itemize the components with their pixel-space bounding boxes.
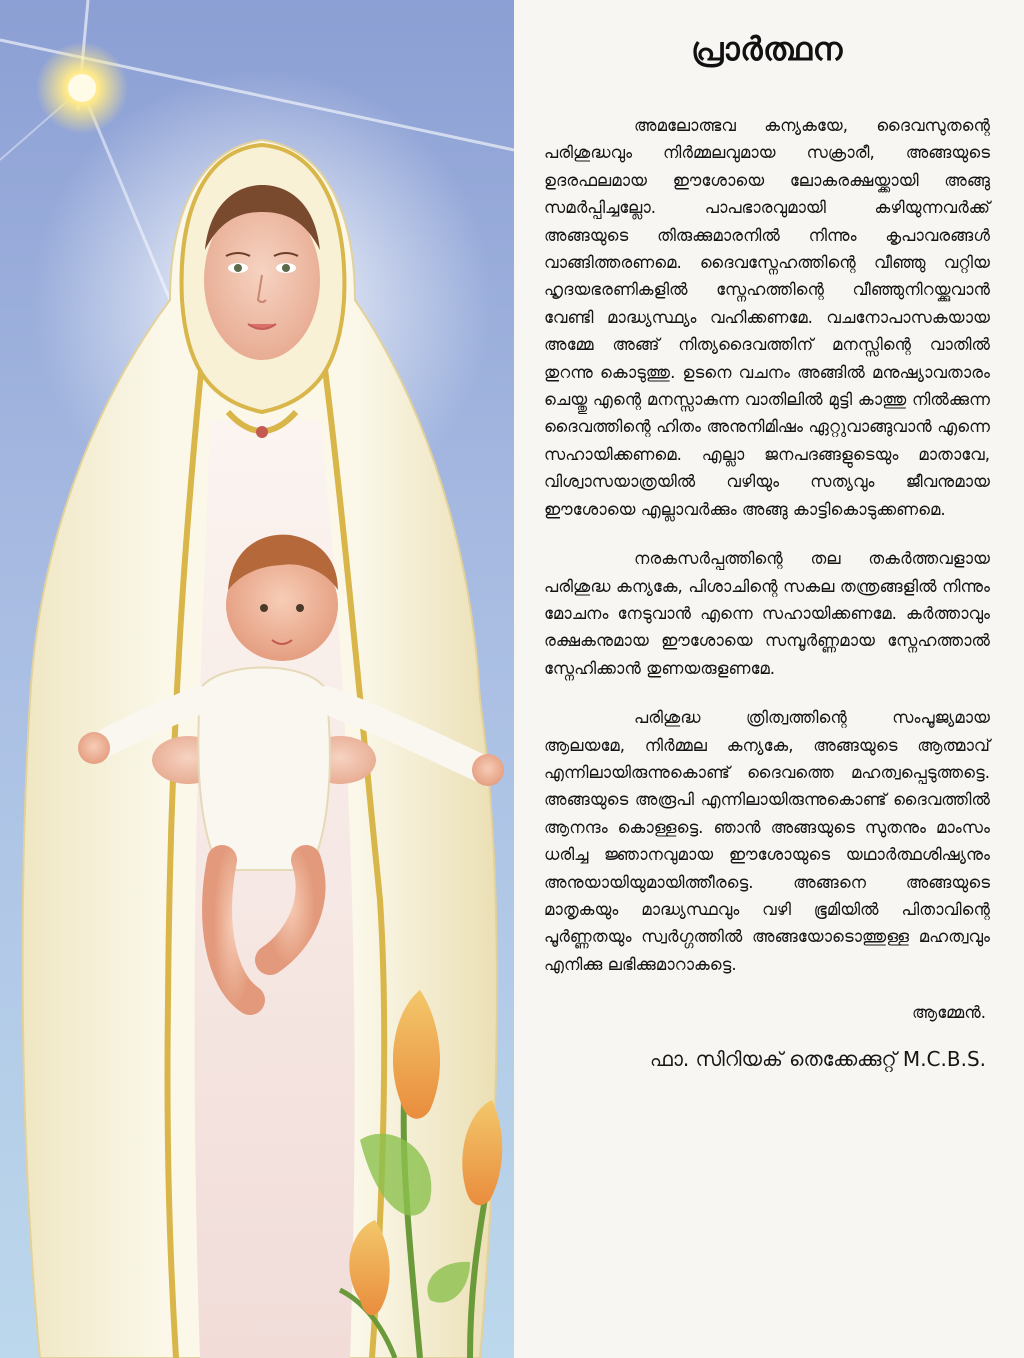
prayer-closing: ആമ്മേൻ.: [911, 1003, 986, 1023]
prayer-text-panel: [514, 0, 1024, 1358]
prayer-paragraph-2: നരകസർപ്പത്തിന്റെ തല തകർത്തവളായ പരിശുദ്ധ കന്യകേ, പിശാചിന്റെ സകല തന്ത്രങ്ങളിൽ നിന്നും മോചനം നേടുവാൻ എന്നെ സഹായിക്കണമേ. കർത്താവും രക്ഷകനുമായ ഈശോയെ സമ്പൂർണ്ണമായ സ്നേഹത്താൽ സ്നേഹിക്കാൻ തുണയരുളണമേ.: [544, 549, 990, 678]
prayer-paragraph-1: അമലോത്ഭവ കന്യകയേ, ദൈവസുതന്റെ പരിശുദ്ധവും നിർമ്മലവുമായ സക്രാരീ, അങ്ങയുടെ ഉദരഫലമായ ഈശോയെ ലോകരക്ഷയ്ക്കായി അങ്ങു സമർപ്പിച്ചല്ലോ. പാപഭാരവുമായി കഴിയുന്നവർക്ക് അങ്ങയുടെ തിരുക്കുമാരനിൽ നിന്നും കൃപാവരങ്ങൾ വാങ്ങിത്തരണമെ. ദൈവസ്നേഹത്തിന്റെ വീഞ്ഞു വറ്റിയ ഹൃദയഭരണികളിൽ സ്നേഹത്തിന്റെ വീഞ്ഞുനിറയ്ക്കുവാൻ വേണ്ടി മാദ്ധ്യസ്ഥ്യം വഹിക്കണമേ. വചനോപാസകയായ അമ്മേ അങ്ങ് നിത്യദൈവത്തിന് മനസ്സിന്റെ വാതിൽ തുറന്നു കൊടുത്തു. ഉടനെ വചനം അങ്ങിൽ മനുഷ്യാവതാരം ചെയ്തു എന്റെ മനസ്സാകുന്ന വാതിലിൽ മുട്ടി കാത്തു നിൽക്കുന്ന ദൈവത്തിന്റെ ഹിതം അനുനിമിഷം ഏറ്റുവാങ്ങുവാൻ എന്നെ സഹായിക്കണമെ. എല്ലാ ജനപദങ്ങളുടെയും മാതാവേ, വിശ്വാസയാത്രയിൽ വഴിയും സത്യവും ജീവനുമായ ഈശോയെ എല്ലാവർക്കും അങ്ങു കാട്ടികൊടുക്കണമെ.: [544, 116, 990, 519]
prayer-title: പ്രാർത്ഥന: [691, 30, 843, 68]
prayer-author: ഫാ. സിറിയക് തെക്കേക്കുറ്റ് M.C.B.S.: [649, 1047, 986, 1072]
prayer-paragraph-3: പരിശുദ്ധ ത്രിത്വത്തിന്റെ സംപൂജ്യമായ ആലയമേ, നിർമ്മല കന്യകേ, അങ്ങയുടെ ആത്മാവ് എന്നിലായിരുന്നുകൊണ്ട് ദൈവത്തെ മഹത്വപ്പെടുത്തട്ടെ. അങ്ങയുടെ അരൂപി എന്നിലായിരുന്നുകൊണ്ട് ദൈവത്തിൽ ആനന്ദം കൊള്ളട്ടെ. ഞാൻ അങ്ങയുടെ സുതനും മാംസം ധരിച്ച ജ്ഞാനവുമായ ഈശോയുടെ യഥാർത്ഥശിഷ്യനും അനുയായിയുമായിത്തീരട്ടെ. അങ്ങനെ അങ്ങയുടെ മാതൃകയും മാദ്ധ്യസ്ഥവും വഴി ഭൂമിയിൽ പിതാവിന്റെ പൂർണ്ണതയും സ്വർഗ്ഗത്തിൽ അങ്ങയോടൊത്തുള്ള മഹത്വവും എനിക്കു ലഭിക്കുമാറാകട്ടെ.: [544, 708, 990, 974]
